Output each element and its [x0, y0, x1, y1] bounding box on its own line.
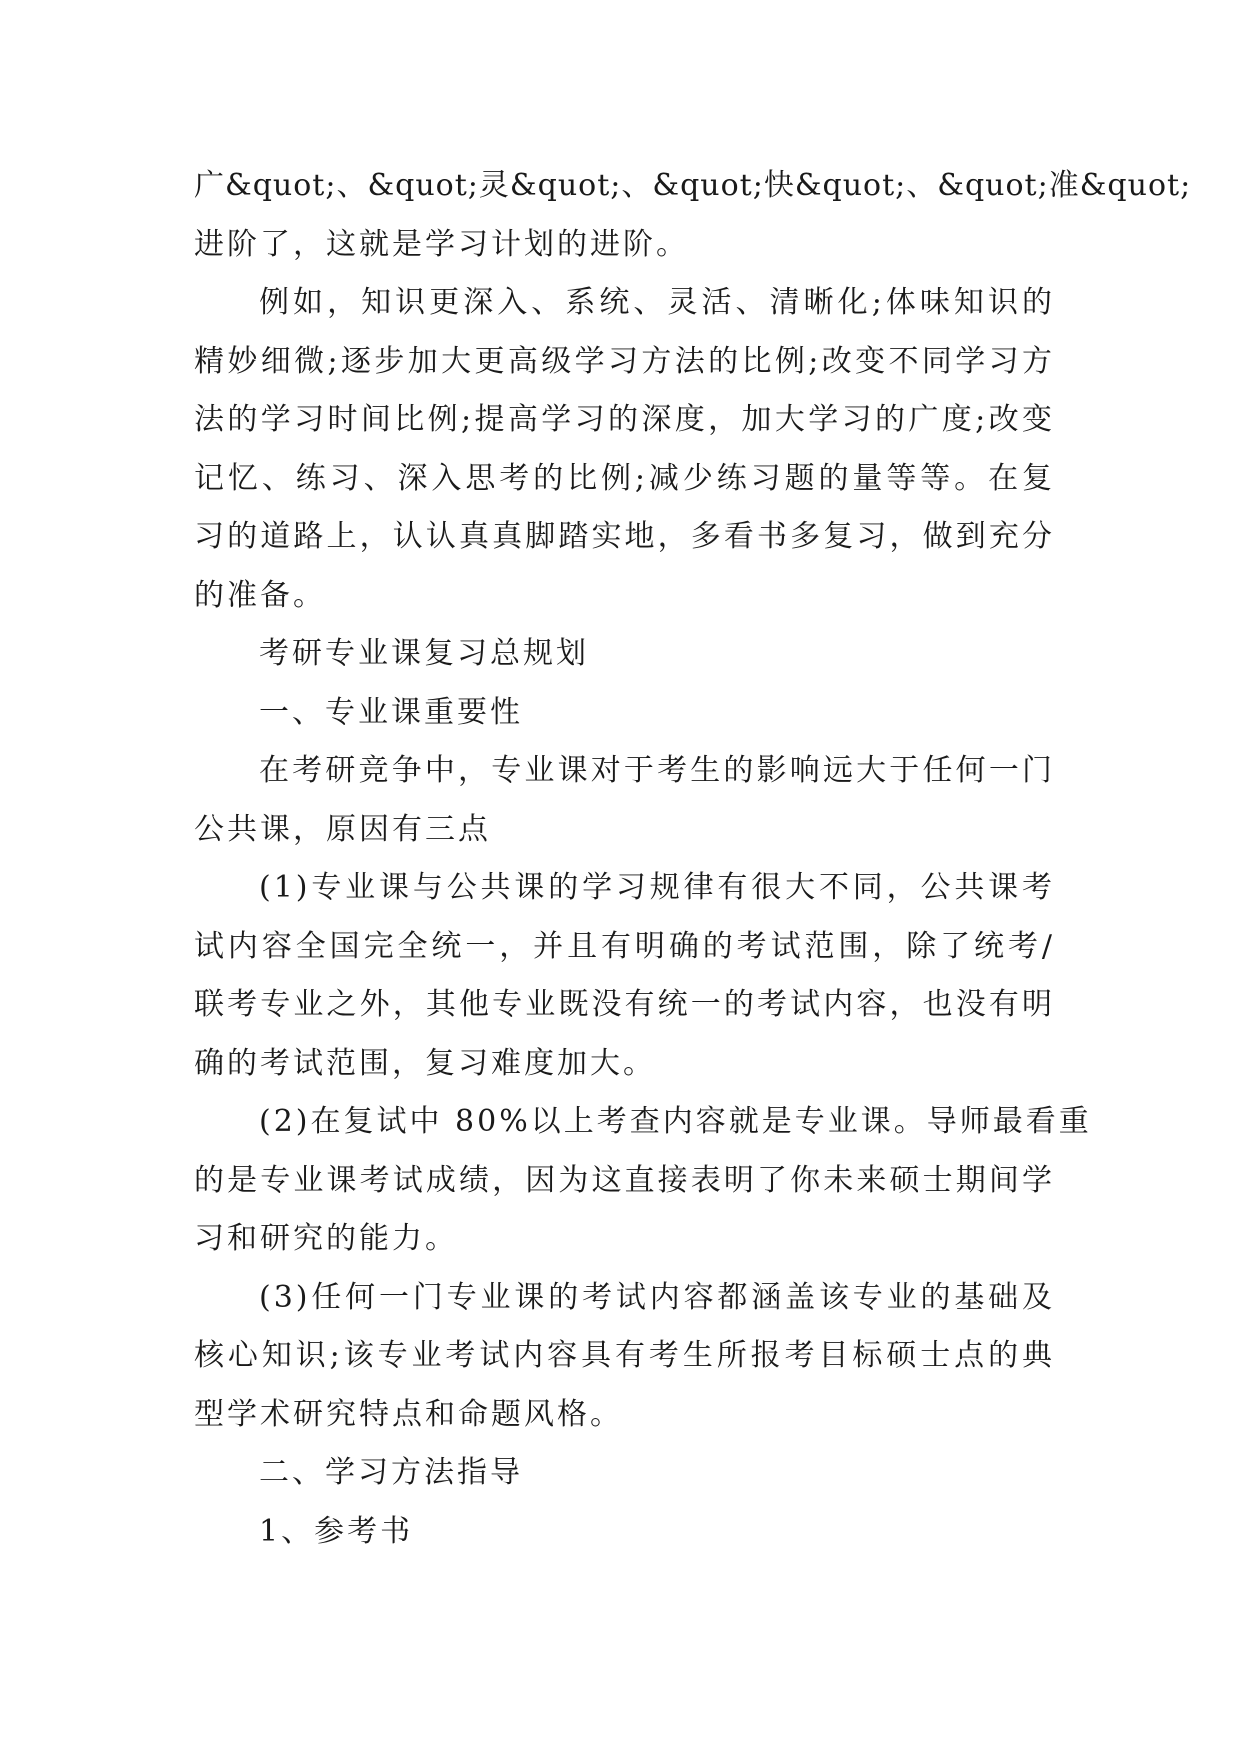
- text-line: 确的考试范围，复习难度加大。: [194, 1045, 656, 1081]
- paragraph-intro: [194, 742, 1055, 859]
- text-line: 核心知识;该专业考试内容具有考生所报考目标硕士点的典: [194, 1338, 1055, 1373]
- section-heading-2: [194, 1444, 1055, 1503]
- text-line: (3)任何一门专业课的考试内容都涵盖该专业的基础及: [259, 1279, 1055, 1315]
- text-line: 试内容全国完全统一，并且有明确的考试范围，除了统考/: [194, 928, 1055, 964]
- section-title: [194, 625, 1055, 684]
- text-line: 联考专业之外，其他专业既没有统一的考试内容，也没有明: [194, 987, 1055, 1022]
- text-line: 公共课，原因有三点: [194, 811, 491, 847]
- paragraph-continuation: [194, 157, 1192, 274]
- paragraph-point-1: [194, 859, 1055, 1093]
- text-line: 广&quot;、&quot;灵&quot;、&quot;快&quot;、&quot;准&quot;: [194, 168, 1192, 203]
- text-line: 精妙细微;逐步加大更高级学习方法的比例;改变不同学习方: [194, 343, 1055, 379]
- subsection-heading: [194, 1503, 1055, 1562]
- text-line: 二、学习方法指导: [259, 1455, 523, 1490]
- text-line: (2)在复试中 80%以上考查内容就是专业课。导师最看重: [259, 1104, 1092, 1139]
- text-line: 1、参考书: [259, 1513, 414, 1549]
- paragraph-point-3: [194, 1269, 1055, 1445]
- text-line: 进阶了，这就是学习计划的进阶。: [194, 226, 689, 262]
- text-line: 例如，知识更深入、系统、灵活、清晰化;体味知识的: [259, 285, 1055, 320]
- text-line: 的是专业课考试成绩，因为这直接表明了你未来硕士期间学: [194, 1162, 1055, 1198]
- text-line: 法的学习时间比例;提高学习的深度，加大学习的广度;改变: [194, 402, 1055, 437]
- text-line: 在考研竞争中，专业课对于考生的影响远大于任何一门: [259, 753, 1055, 788]
- text-line: (1)专业课与公共课的学习规律有很大不同，公共课考: [259, 870, 1055, 905]
- text-line: 的准备。: [194, 577, 326, 613]
- paragraph-examples: [194, 274, 1055, 625]
- text-line: 习的道路上，认认真真脚踏实地，多看书多复习，做到充分: [194, 519, 1055, 554]
- paragraph-point-2: [194, 1093, 1092, 1269]
- section-heading-1: [194, 684, 1055, 743]
- text-line: 习和研究的能力。: [194, 1221, 458, 1256]
- text-line: 型学术研究特点和命题风格。: [194, 1396, 623, 1432]
- body-text: [194, 157, 1192, 1561]
- text-line: 考研专业课复习总规划: [259, 636, 589, 671]
- text-line: 记忆、练习、深入思考的比例;减少练习题的量等等。在复: [194, 460, 1055, 496]
- text-line: 一、专业课重要性: [259, 694, 523, 730]
